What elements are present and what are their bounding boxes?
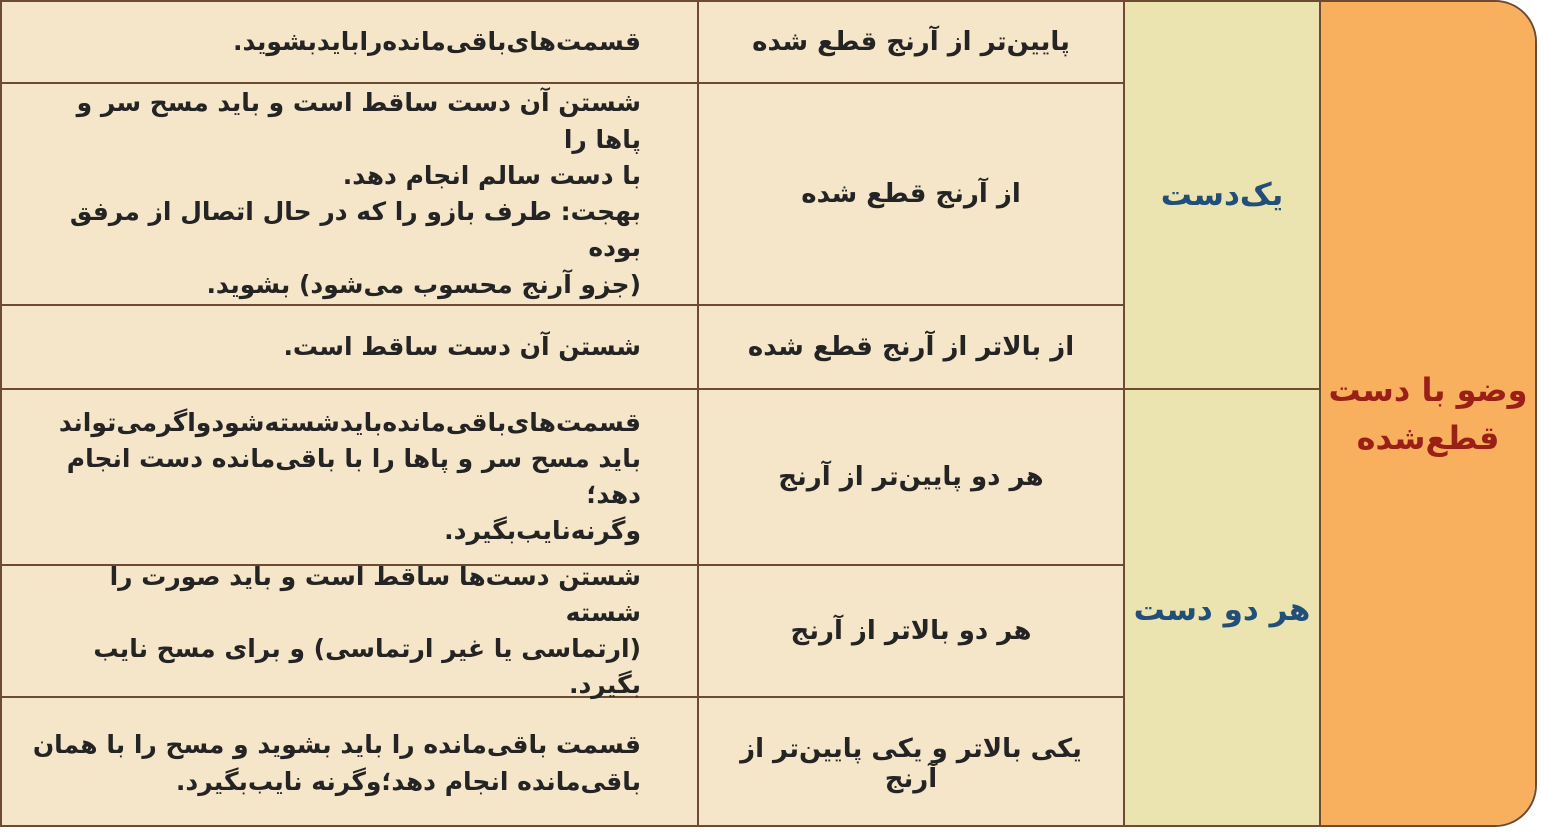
case-cell [697, 698, 1123, 827]
rule-text: قسمت باقی‌مانده را باید بشوید و مسح را با همان باقی‌مانده انجام دهد؛وگرنه نایب‌بگیرد. [32, 730, 641, 796]
case-label: از بالاتر از آرنج قطع شده [747, 332, 1075, 362]
rule-cell [0, 698, 697, 827]
case-label: پایین‌تر از آرنج قطع شده [752, 27, 1070, 57]
main-topic-cell [1319, 2, 1535, 825]
group-cell-both-hands [1123, 390, 1319, 827]
case-label: یکی بالاتر و یکی پایین‌تر از آرنج [740, 733, 1082, 794]
rule-cell [0, 84, 697, 306]
main-topic-label: وضو با دست قطع‌شده [1328, 370, 1528, 457]
rule-text: شستن آن دست ساقط است و باید مسح سر و پاها را با دست سالم انجام دهد. بهجت: طرف بازو را که در حال اتصال از مرفق بوده (جزو آرنج محسوب می‌شود) بشوید. [69, 88, 641, 299]
case-cell [697, 2, 1123, 84]
case-cell [697, 306, 1123, 390]
rule-text: شستن آن دست ساقط است. [283, 331, 641, 361]
rule-cell [0, 306, 697, 390]
rule-text: قسمت‌های‌باقی‌مانده‌بایدشسته‌شودواگرمی‌تواند باید مسح سر و پاها را با باقی‌مانده دست انجام دهد؛ وگرنه‌نایب‌بگیرد. [58, 407, 641, 546]
rule-cell [0, 2, 697, 84]
case-label: هر دو بالاتر از آرنج [790, 616, 1032, 646]
case-cell [697, 84, 1123, 306]
rule-text: شستن دست‌ها ساقط است و باید صورت را شسته (ارتماسی یا غیر ارتماسی) و برای مسح نایب بگیرد. [93, 561, 641, 700]
case-label: هر دو پایین‌تر از آرنج [778, 462, 1044, 492]
rule-text: قسمت‌های‌باقی‌مانده‌رابایدبشوید. [233, 26, 641, 56]
case-label: از آرنج قطع شده [801, 179, 1021, 209]
group-label: هر دو دست [1133, 591, 1311, 628]
case-cell [697, 566, 1123, 698]
case-cell [697, 390, 1123, 566]
group-label: یک‌دست [1160, 177, 1284, 213]
group-cell-one-hand [1123, 2, 1319, 390]
rule-cell [0, 561, 697, 700]
rule-cell [0, 390, 697, 566]
